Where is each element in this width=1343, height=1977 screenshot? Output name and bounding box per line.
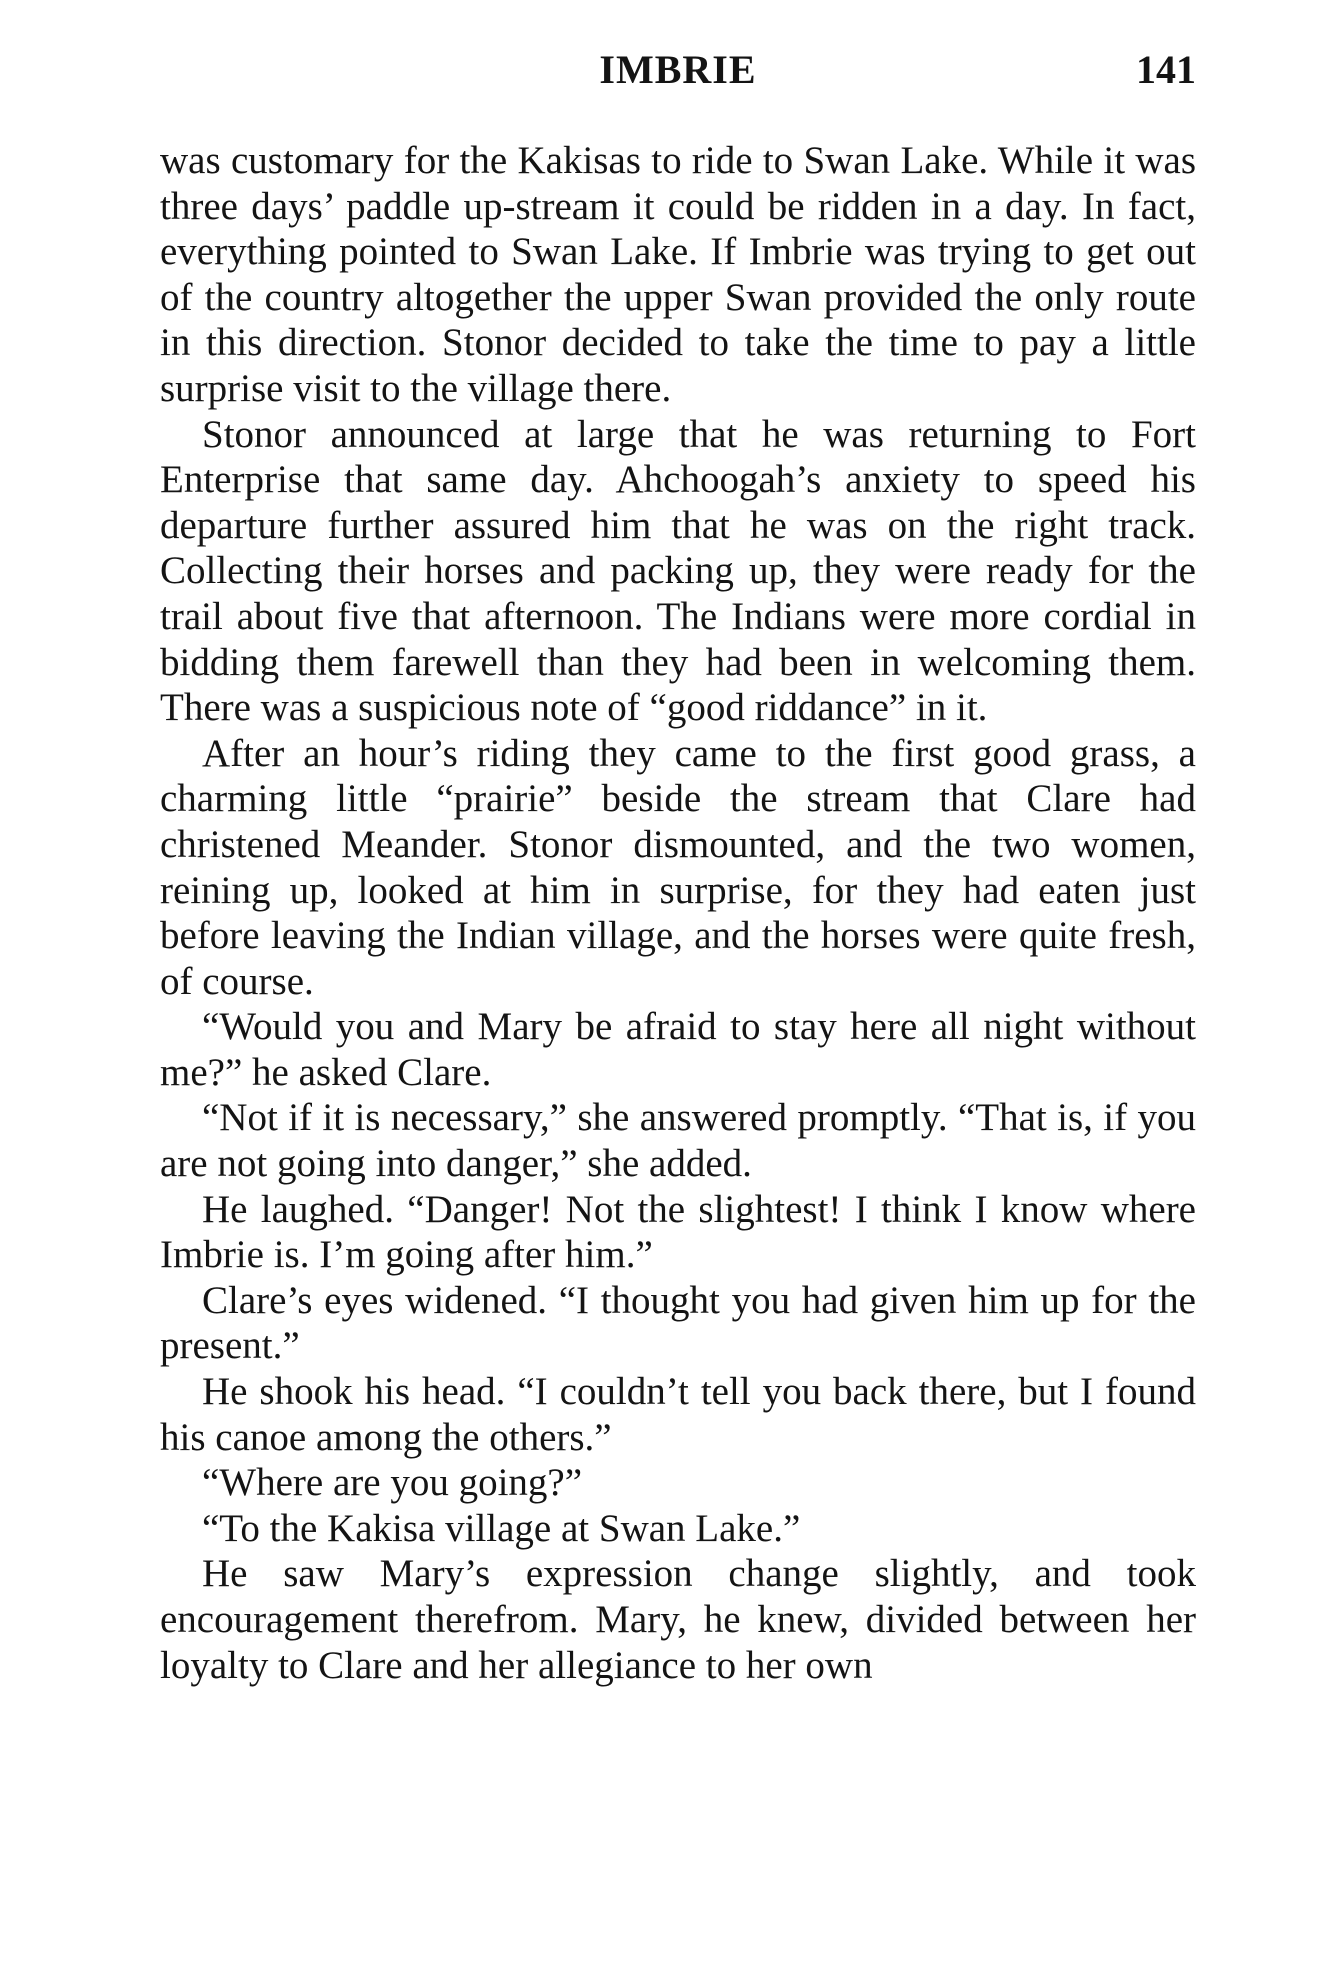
paragraph: He laughed. “Danger! Not the slightest! I think I know where Imbrie is. I’m going after him.” bbox=[160, 1187, 1196, 1277]
paragraph: Clare’s eyes widened. “I thought you had given him up for the present.” bbox=[160, 1278, 1196, 1368]
body-text bbox=[160, 138, 1196, 1688]
paragraph-continued: was customary for the Kakisas to ride to Swan Lake. While it was three days’ paddle up-stream it could be ridden in a day. In fact, everything pointed to Swan Lake. If Imbrie was trying to get out of the country altogether the upper Swan provided the only route in this direction. Stonor decided to take the time to pay a little surprise visit to the village there. bbox=[160, 139, 1196, 410]
paragraph: “Would you and Mary be afraid to stay here all night without me?” he asked Clare. bbox=[160, 1005, 1196, 1094]
paragraph: After an hour’s riding they came to the first good grass, a charming little “prairie” beside the stream that Clare had christened Meander. Stonor dismounted, and the two women, reining up, looked at him in surprise, for they had eaten just before leaving the Indian village, and the horses were quite fresh, of course. bbox=[160, 731, 1196, 1003]
running-title: IMBRIE bbox=[599, 47, 757, 92]
paragraph: “Where are you going?” bbox=[202, 1461, 583, 1505]
paragraph: “To the Kakisa village at Swan Lake.” bbox=[202, 1506, 801, 1550]
paragraph: Stonor announced at large that he was returning to Fort Enterprise that same day. Ahchoogah’s anxiety to speed his departure further assured him that he was on the right track. Collecting their horses and packing up, they were ready for the trail about five that afternoon. The Indians were more cordial in bidding them farewell than they had been in welcoming them. There was a suspicious note of “good riddance” in it. bbox=[160, 412, 1196, 730]
paragraph: “Not if it is necessary,” she answered promptly. “That is, if you are not going into danger,” she added. bbox=[160, 1096, 1196, 1186]
book-page bbox=[160, 40, 1196, 1688]
paragraph: He saw Mary’s expression change slightly, and took encouragement therefrom. Mary, he knew, divided between her loyalty to Clare and her allegiance to her own bbox=[160, 1552, 1196, 1687]
page-number: 141 bbox=[1136, 47, 1196, 92]
paragraph: He shook his head. “I couldn’t tell you back there, but I found his canoe among the others.” bbox=[160, 1370, 1196, 1459]
running-head bbox=[160, 40, 1196, 100]
